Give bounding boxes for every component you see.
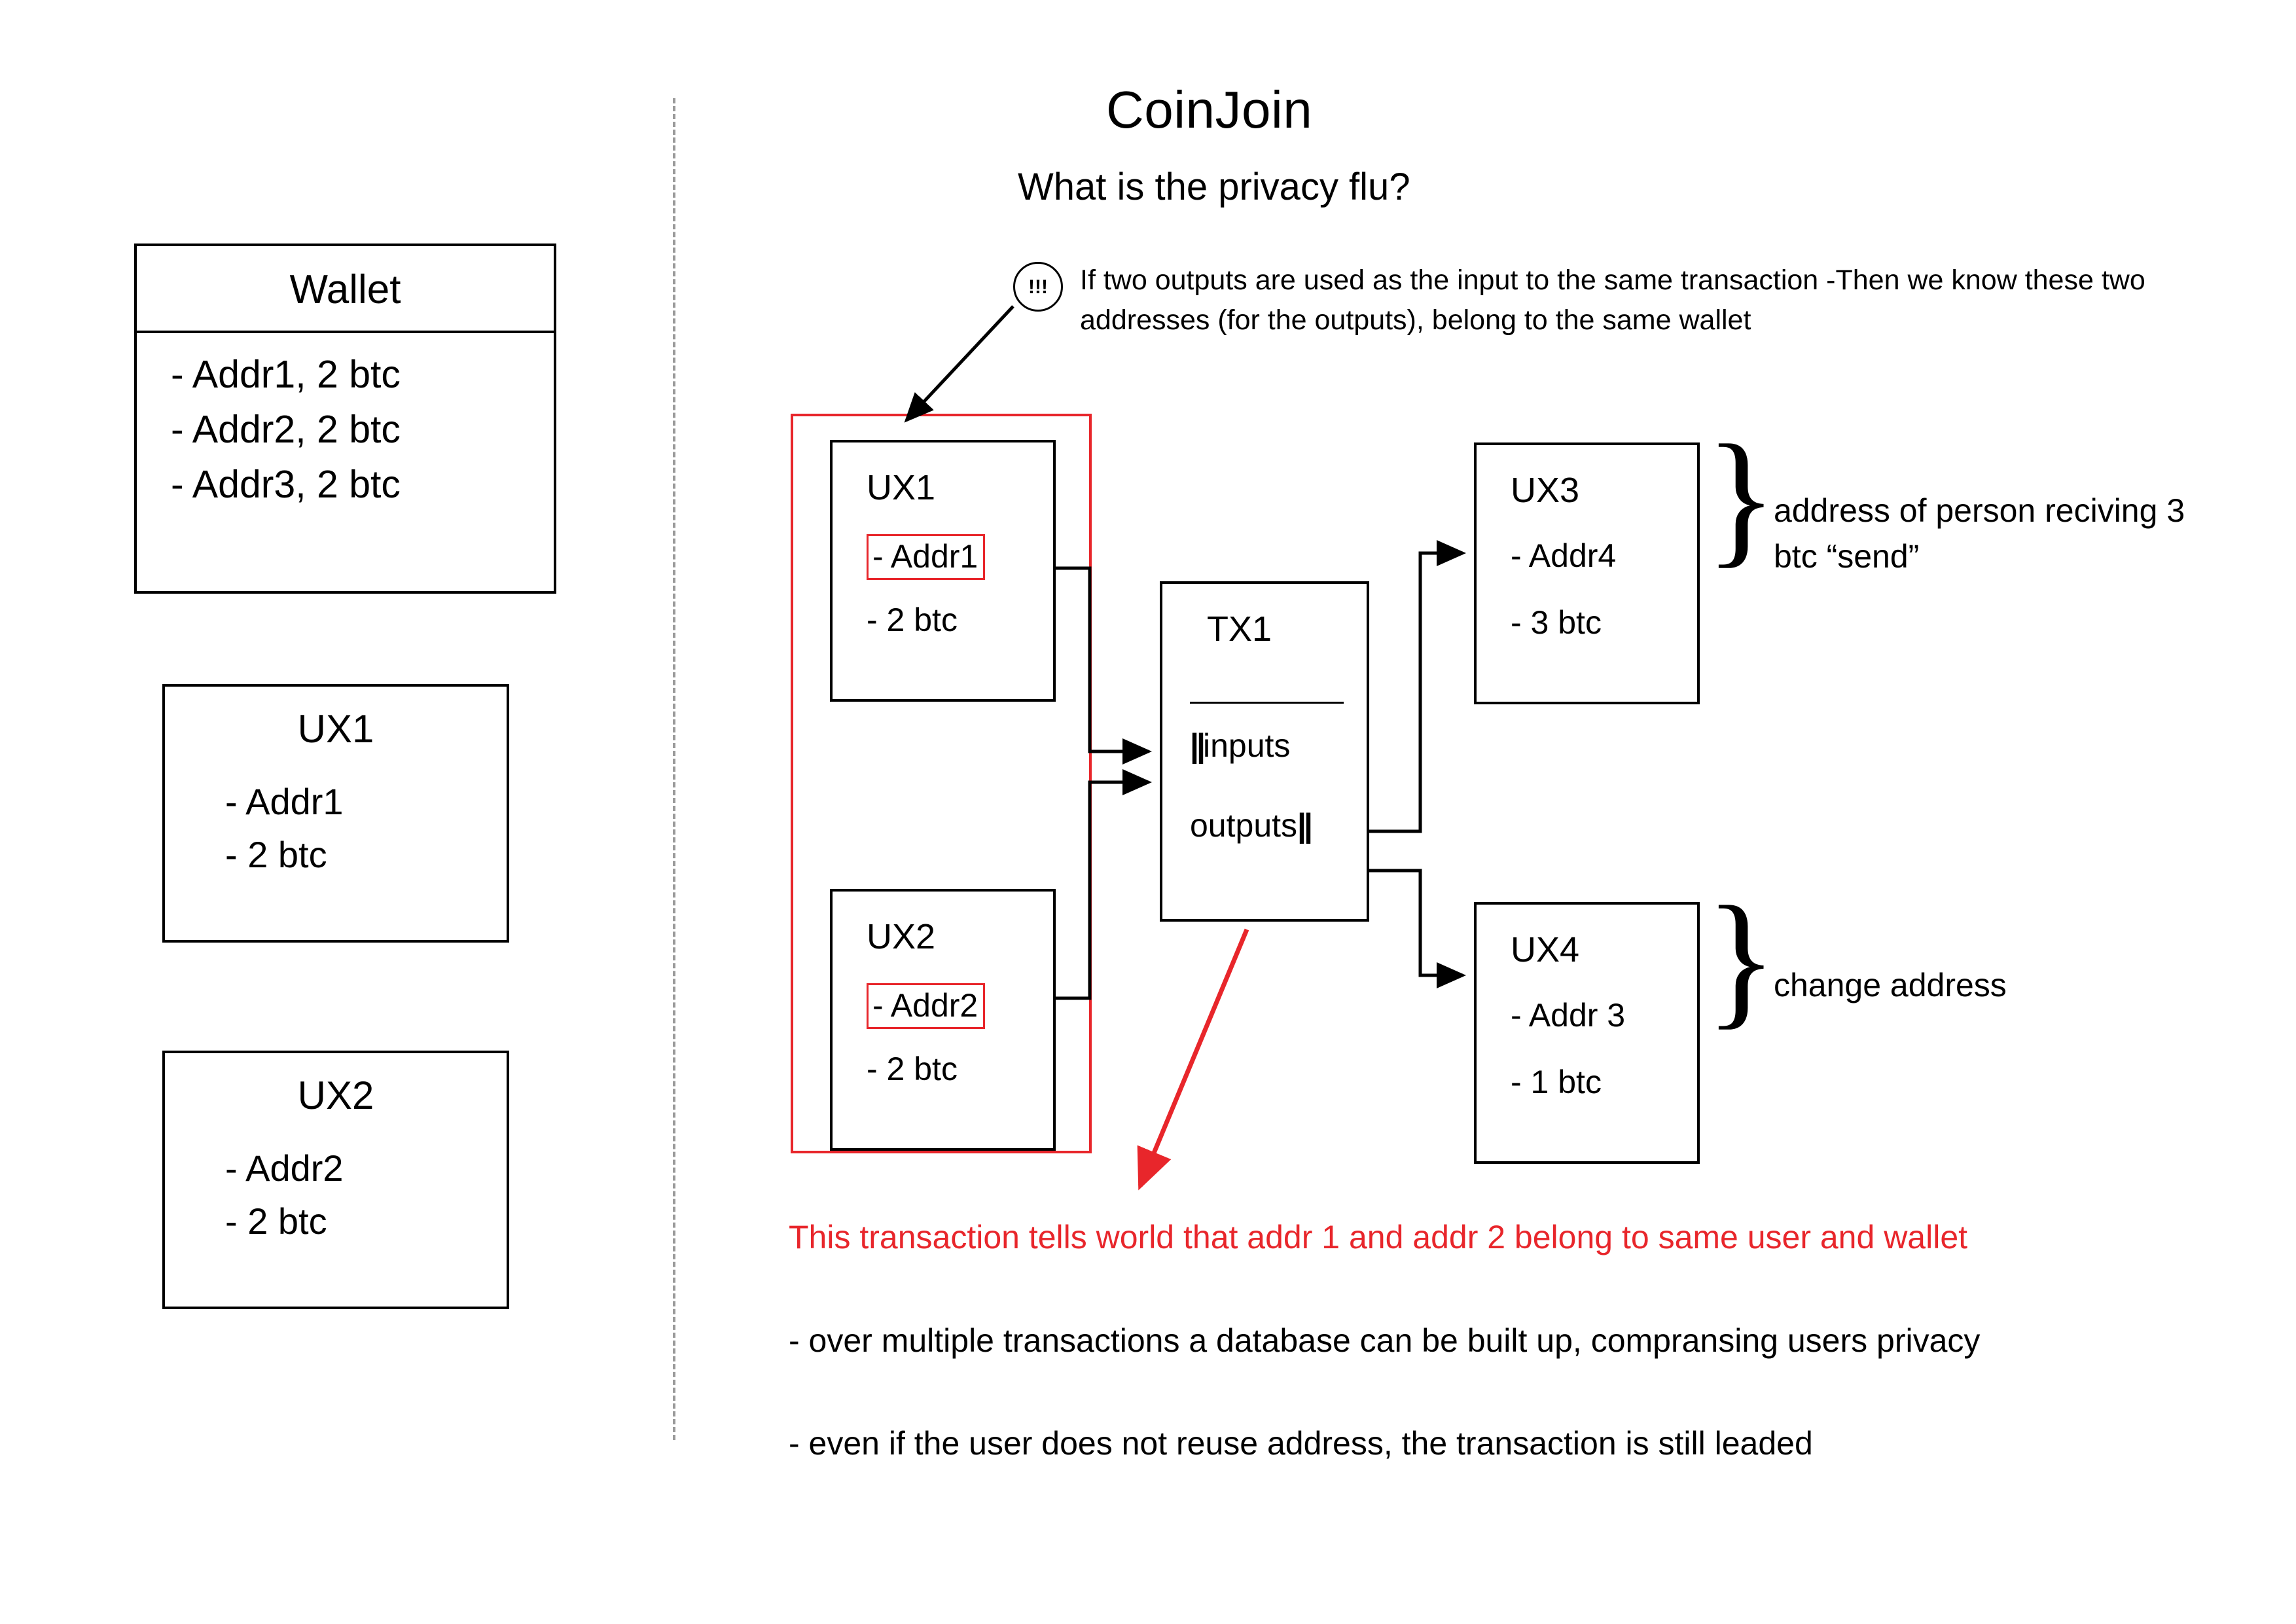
wallet-box [134, 244, 556, 594]
send-annotation: address of person reciving 3 btc “send” [1774, 492, 2185, 575]
wallet-entry: - Addr3, 2 btc [171, 462, 401, 506]
input-utxo-box-ux1 [830, 440, 1056, 702]
wallet-entry: - Addr2, 2 btc [171, 407, 401, 451]
input-utxo-title: UX1 [867, 468, 936, 507]
input-utxo-address-wrap [867, 983, 985, 1029]
output-utxo-amount: - 1 btc [1511, 1064, 1602, 1100]
conclusion-bullet-2: - even if the user does not reuse address, the transaction is still leaded [789, 1425, 1813, 1462]
input-utxo-address: - Addr1 [867, 534, 985, 580]
left-utxo-title: UX2 [297, 1074, 374, 1117]
transaction-title: TX1 [1207, 609, 1272, 649]
left-utxo-details [225, 775, 344, 881]
left-utxo-amount: - 2 btc [225, 834, 327, 876]
outputs-bar-icon: || [1297, 807, 1310, 844]
left-utxo-box-ux2 [162, 1051, 509, 1309]
output-utxo-title: UX4 [1511, 930, 1580, 969]
transaction-outputs-label: outputs [1190, 807, 1298, 844]
output-utxo-box-ux3 [1474, 442, 1700, 704]
left-utxo-title: UX1 [297, 707, 374, 751]
input-utxo-address-wrap [867, 534, 985, 580]
send-brace-icon: } [1705, 414, 1778, 581]
input-utxo-amount: - 2 btc [867, 602, 958, 638]
page-subtitle: What is the privacy flu? [1018, 166, 1410, 208]
input-utxo-title: UX2 [867, 917, 936, 956]
left-utxo-details [225, 1142, 344, 1248]
left-utxo-amount: - 2 btc [225, 1200, 327, 1242]
left-utxo-box-ux1 [162, 684, 509, 943]
transaction-outputs-row [1190, 806, 1310, 844]
input-utxo-amount: - 2 btc [867, 1051, 958, 1087]
input-utxo-box-ux2 [830, 889, 1056, 1151]
left-utxo-address: - Addr1 [225, 781, 344, 822]
change-annotation: change address [1774, 967, 2007, 1003]
conclusion-red-text: This transaction tells world that addr 1 and addr 2 belong to same user and wallet [789, 1219, 1968, 1255]
wallet-entry: - Addr1, 2 btc [171, 353, 401, 396]
inputs-bar-icon: || [1190, 727, 1203, 764]
wallet-title: Wallet [137, 246, 554, 333]
output-utxo-title: UX3 [1511, 471, 1580, 510]
output-utxo-address: - Addr4 [1511, 537, 1617, 574]
output-utxo-address: - Addr 3 [1511, 997, 1626, 1034]
transaction-divider [1190, 702, 1344, 704]
page-title: CoinJoin [1106, 81, 1313, 139]
vertical-dashed-divider [673, 98, 675, 1440]
change-brace-icon: } [1705, 875, 1778, 1042]
input-utxo-address: - Addr2 [867, 983, 985, 1029]
transaction-box-tx1 [1160, 581, 1369, 922]
left-utxo-address: - Addr2 [225, 1147, 344, 1189]
warning-badge-icon: !!! [1013, 262, 1063, 312]
conclusion-bullet-1: - over multiple transactions a database can be built up, compransing users privacy [789, 1322, 1981, 1359]
output-utxo-amount: - 3 btc [1511, 604, 1602, 641]
wallet-entries [171, 348, 401, 512]
output-utxo-box-ux4 [1474, 902, 1700, 1164]
note-text: If two outputs are used as the input to the same transaction -Then we know these two addresses (for the outputs), belong to the same wallet [1080, 264, 2145, 336]
transaction-inputs-row [1190, 727, 1290, 765]
transaction-inputs-label: inputs [1202, 727, 1291, 764]
